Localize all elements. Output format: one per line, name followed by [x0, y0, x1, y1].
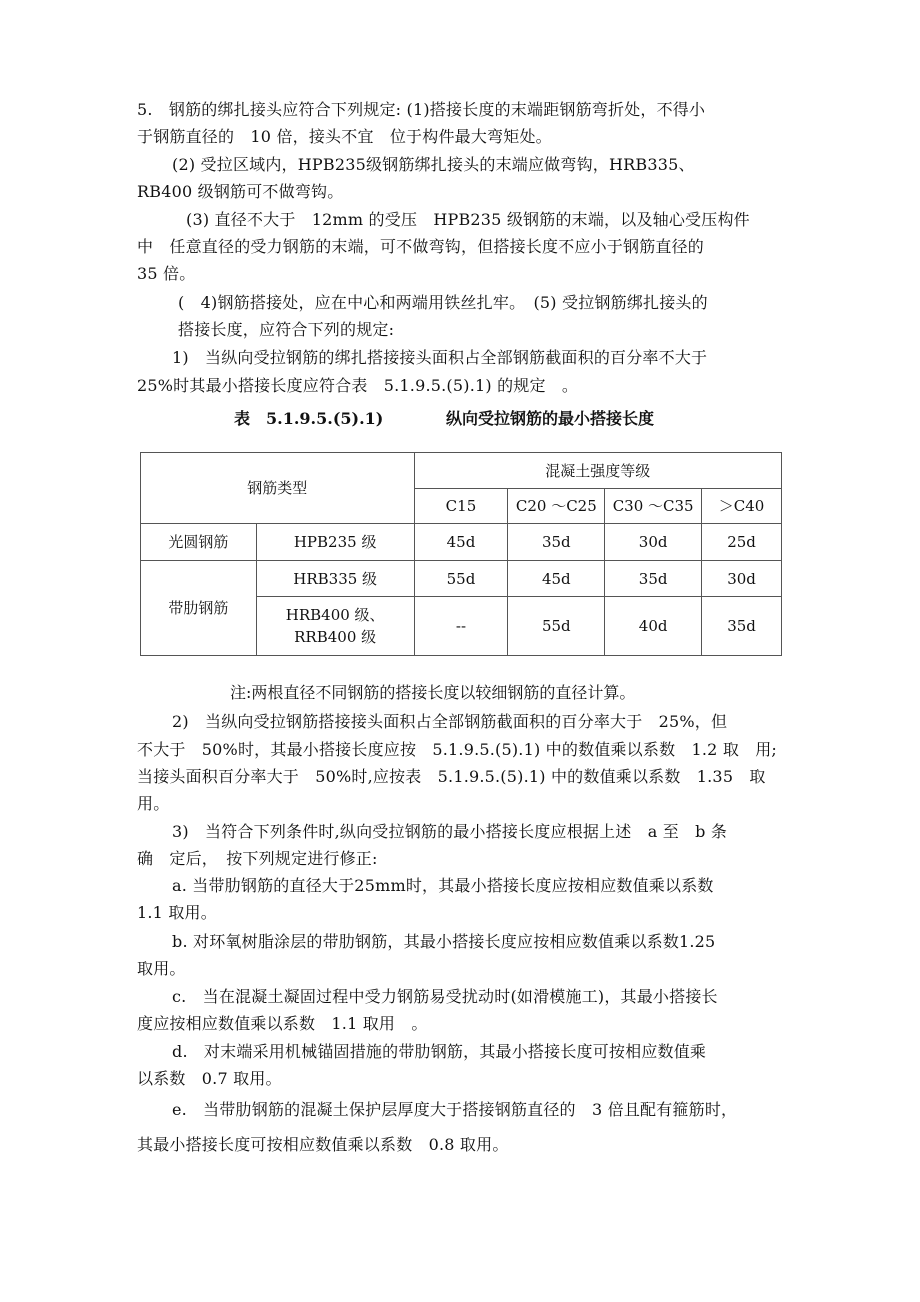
- table-cell: 45d: [414, 524, 508, 561]
- table-cell: --: [414, 597, 508, 656]
- min-lap-length-table: [140, 452, 782, 656]
- item-e-line-2: 其最小搭接长度可按相应数值乘以系数 0.8 取用。: [137, 1135, 509, 1154]
- header-rebar-type: 钢筋类型: [141, 453, 415, 524]
- paragraph-3-line-1: (3) 直径不大于 12mm 的受压 HPB235 级钢筋的末端，以及轴心受压构件: [186, 210, 750, 229]
- item-2-line-4: 用。: [137, 794, 170, 813]
- item-2-line-2: 不大于 50%时，其最小搭接长度应按 5.1.9.5.(5).1) 中的数值乘以系数 1.2 取 用;: [137, 740, 778, 759]
- item-b-line-2: 取用。: [137, 959, 186, 978]
- table-cell: 25d: [702, 524, 782, 561]
- paragraph-2-line-2: RB400 级钢筋可不做弯钩。: [137, 182, 344, 201]
- paragraph-3-line-2: 中 任意直径的受力钢筋的末端，可不做弯钩，但搭接长度不应小于钢筋直径的: [137, 237, 705, 256]
- item-b-line-1: b. 对环氧树脂涂层的带肋钢筋，其最小搭接长度应按相应数值乘以系数1.25: [172, 932, 716, 951]
- table-cell: 40d: [605, 597, 702, 656]
- item-a-line-1: a. 当带肋钢筋的直径大于25mm时，其最小搭接长度应按相应数值乘以系数: [172, 876, 714, 895]
- group-plain-rebar: 光圆钢筋: [141, 524, 257, 561]
- header-concrete-grade: 混凝土强度等级: [414, 453, 781, 489]
- item-d-line-1: d. 对末端采用机械锚固措施的带肋钢筋，其最小搭接长度可按相应数值乘: [172, 1042, 707, 1061]
- table-caption-number: 表 5.1.9.5.(5).1): [234, 409, 384, 428]
- paragraph-3-line-3: 35 倍。: [137, 264, 196, 283]
- paragraph-5-line-1: 5. 钢筋的绑扎接头应符合下列规定: (1)搭接长度的末端距钢筋弯折处，不得小: [137, 100, 706, 119]
- item-d-line-2: 以系数 0.7 取用。: [137, 1069, 282, 1088]
- grade-above-c40: ＞C40: [702, 489, 782, 524]
- item-c-line-2: 度应按相应数值乘以系数 1.1 取用 。: [137, 1014, 428, 1033]
- table-cell: 35d: [702, 597, 782, 656]
- grade-c15: C15: [414, 489, 508, 524]
- table-cell: 35d: [605, 561, 702, 597]
- grade-c20-c25: C20 ～C25: [508, 489, 605, 524]
- table-cell: 30d: [702, 561, 782, 597]
- item-c-line-1: c. 当在混凝土凝固过程中受力钢筋易受扰动时(如滑模施工)，其最小搭接长: [172, 987, 718, 1006]
- rebar-grade-hrb335: HRB335 级: [256, 561, 414, 597]
- table-caption-title: 纵向受拉钢筋的最小搭接长度: [446, 409, 655, 428]
- table-note: 注:两根直径不同钢筋的搭接长度以较细钢筋的直径计算。: [230, 683, 636, 702]
- paragraph-5-line-2: 于钢筋直径的 10 倍，接头不宜 位于构件最大弯矩处。: [137, 127, 552, 146]
- item-e-line-1: e. 当带肋钢筋的混凝土保护层厚度大于搭接钢筋直径的 3 倍且配有箍筋时，: [172, 1100, 738, 1119]
- table-cell: 30d: [605, 524, 702, 561]
- paragraph-4-line-1: ( 4)钢筋搭接处，应在中心和两端用铁丝扎牢。 (5) 受拉钢筋绑扎接头的: [178, 293, 708, 312]
- grade-c30-c35: C30 ～C35: [605, 489, 702, 524]
- item-a-line-2: 1.1 取用。: [137, 903, 217, 922]
- table-cell: 55d: [414, 561, 508, 597]
- rebar-grade-rrb400: RRB400 级: [294, 628, 377, 646]
- table-cell: 35d: [508, 524, 605, 561]
- table-cell: 45d: [508, 561, 605, 597]
- item-3-line-1: 3) 当符合下列条件时,纵向受拉钢筋的最小搭接长度应根据上述 a 至 b 条: [172, 822, 728, 841]
- group-ribbed-rebar: 带肋钢筋: [141, 561, 257, 656]
- paragraph-4-line-2: 搭接长度，应符合下列的规定:: [178, 320, 395, 339]
- item-1-line-1: 1) 当纵向受拉钢筋的绑扎搭接接头面积占全部钢筋截面积的百分率不大于: [172, 348, 708, 367]
- rebar-grade-hrb400: HRB400 级、: [285, 606, 385, 624]
- item-2-line-1: 2) 当纵向受拉钢筋搭接接头面积占全部钢筋截面积的百分率大于 25%，但: [172, 712, 728, 731]
- item-1-line-2: 25%时其最小搭接长度应符合表 5.1.9.5.(5).1) 的规定 。: [137, 376, 579, 395]
- table-cell: 55d: [508, 597, 605, 656]
- item-2-line-3: 当接头面积百分率大于 50%时,应按表 5.1.9.5.(5).1) 中的数值乘以系数 1.35 取: [137, 767, 766, 786]
- item-3-line-2: 确 定后， 按下列规定进行修正:: [137, 849, 378, 868]
- paragraph-2-line-1: (2) 受拉区域内，HPB235级钢筋绑扎接头的末端应做弯钩，HRB335、: [172, 155, 695, 174]
- rebar-grade-hrb400-rrb400: [256, 597, 414, 656]
- rebar-grade-hpb235: HPB235 级: [256, 524, 414, 561]
